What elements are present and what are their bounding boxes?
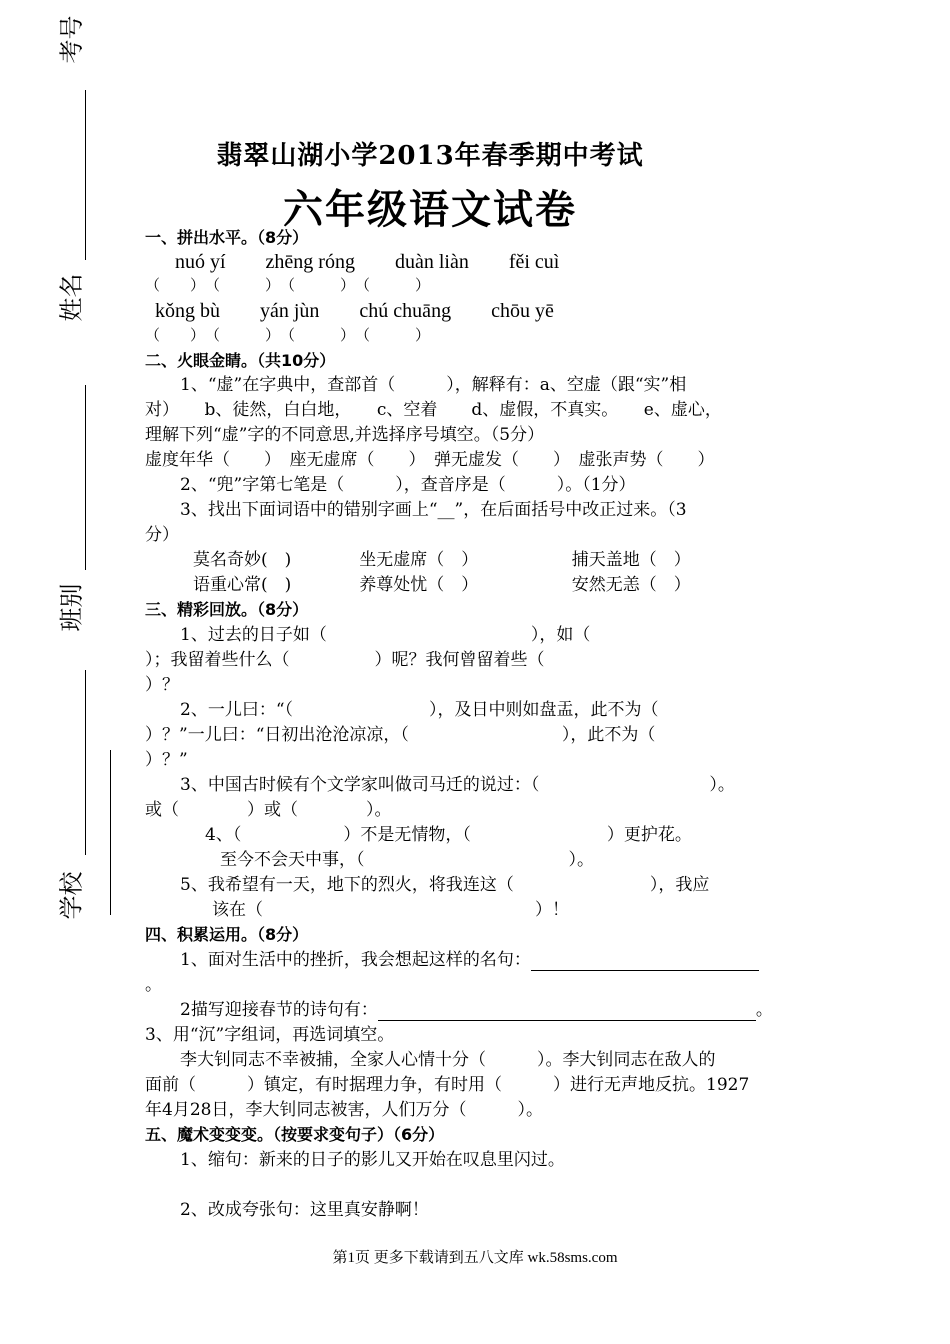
answer-row-2[interactable]: （ ） （ ） （ ） （ ） bbox=[145, 326, 431, 344]
exam-number-label: 考号 bbox=[57, 15, 86, 64]
s4-q3: 3、用“沉”字组词，再选词填空。 bbox=[145, 1025, 395, 1045]
s4-q2-blank[interactable] bbox=[378, 1002, 756, 1021]
s2-q1-line2: 对） b、徒然，白白地， c、空着 d、虚假，不真实。 e、虚心， bbox=[145, 400, 722, 420]
s4-q2-text: 2描写迎接春节的诗句有： bbox=[180, 1000, 378, 1020]
s2-q2[interactable]: 2、“兜”字第七笔是（ ），查音序是（ ）。（1分） bbox=[180, 475, 636, 495]
s5-q1: 1、缩句：新来的日子的影儿又开始在叹息里闪过。 bbox=[180, 1150, 565, 1170]
section3-heading: 三、精彩回放。（8分） bbox=[145, 600, 309, 619]
section5-heading: 五、魔术变变变。（按要求变句子）（6分） bbox=[145, 1125, 445, 1144]
s4-q1[interactable] bbox=[180, 949, 759, 971]
exam-subtitle: 六年级语文试卷 bbox=[283, 186, 577, 233]
s4-q3-line1[interactable]: 李大钊同志不幸被捕，全家人心情十分（ ）。李大钊同志在敌人的 bbox=[180, 1050, 716, 1070]
section1-heading: 一、拼出水平。（8分） bbox=[145, 228, 309, 247]
s3-q2-line2[interactable]: ）？”一儿曰：“日初出沧沧凉凉，（ ），此不为（ bbox=[145, 725, 656, 745]
s3-q2-line1[interactable]: 2、一儿曰：“（ ），及日中则如盘盂，此不为（ bbox=[180, 700, 659, 720]
s5-q2: 2、改成夸张句：这里真安静啊！ bbox=[180, 1200, 429, 1220]
s2-q3-line2: 分） bbox=[145, 525, 179, 545]
s4-q2-end: 。 bbox=[755, 1000, 773, 1020]
school-label: 学校 bbox=[57, 871, 86, 920]
s3-q1-line1[interactable]: 1、过去的日子如（ ），如（ bbox=[180, 625, 591, 645]
class-label: 班别 bbox=[57, 583, 86, 632]
s4-q2[interactable] bbox=[180, 999, 773, 1021]
answer-row-1[interactable]: （ ） （ ） （ ） （ ） bbox=[145, 276, 431, 294]
s2-q1-line3: 理解下列“虚”字的不同意思,并选择序号填空。（5分） bbox=[145, 425, 545, 445]
s4-q1-text: 1、面对生活中的挫折，我会想起这样的名句： bbox=[180, 950, 531, 970]
section2-heading: 二、火眼金睛。（共10分） bbox=[145, 351, 336, 370]
s3-q3-line1[interactable]: 3、中国古时候有个文学家叫做司马迁的说过：（ ）。 bbox=[180, 775, 735, 795]
s4-q3-line3[interactable]: 年4月28日，李大钊同志被害，人们万分（ ）。 bbox=[145, 1100, 543, 1120]
s3-q2-line3: ）？” bbox=[145, 750, 188, 770]
exam-title: 翡翠山湖小学2013年春季期中考试 bbox=[216, 141, 644, 171]
school-bracket-line bbox=[110, 750, 111, 915]
s2-q3-words-2[interactable]: 语重心常( ) 养尊处忧（ ） 安然无恙（ ） bbox=[193, 575, 691, 595]
s3-q1-line3: ）？ bbox=[145, 675, 179, 695]
s4-q1-end: 。 bbox=[145, 975, 162, 995]
class-line[interactable] bbox=[85, 670, 86, 855]
pinyin-row-2: kǒng bù yán jùn chú chuāng chōu yē bbox=[155, 300, 554, 322]
name-line[interactable] bbox=[85, 385, 86, 570]
s4-q1-blank[interactable] bbox=[531, 952, 759, 971]
s3-q1-line2[interactable]: ）；我留着些什么（ ）呢？我何曾留着些（ bbox=[145, 650, 545, 670]
name-label: 姓名 bbox=[57, 273, 86, 322]
section4-heading: 四、积累运用。（8分） bbox=[145, 925, 309, 944]
s2-q3-line1: 3、找出下面词语中的错别字画上“__”，在后面括号中改正过来。（3 bbox=[180, 500, 687, 520]
pinyin-row-1: nuó yí zhēng róng duàn liàn fěi cuì bbox=[175, 251, 560, 273]
s2-q1-line4[interactable]: 虚度年华（ ） 座无虚席（ ） 弹无虚发（ ） 虚张声势（ ） bbox=[145, 450, 715, 470]
s3-q4-line1[interactable]: 4、（ ）不是无情物，（ ）更护花。 bbox=[205, 825, 692, 845]
s2-q1-line1: 1、“虚”在字典中，查部首（ ），解释有：a、空虚（跟“实”相 bbox=[180, 375, 687, 395]
s3-q4-line2[interactable]: 至今不会天中事，（ ）。 bbox=[220, 850, 594, 870]
s2-q3-words-1[interactable]: 莫名奇妙( ) 坐无虚席（ ） 捕天盖地（ ） bbox=[193, 550, 691, 570]
s3-q5-line2[interactable]: 该在（ ）！ bbox=[212, 900, 569, 920]
s3-q3-line2[interactable]: 或（ ）或（ ）。 bbox=[145, 800, 392, 820]
page-footer: 第1页 更多下载请到五八文库 wk.58sms.com bbox=[332, 1250, 618, 1266]
s4-q3-line2[interactable]: 面前（ ）镇定，有时据理力争，有时用（ ）进行无声地反抗。1927 bbox=[145, 1075, 750, 1095]
s3-q5-line1[interactable]: 5、我希望有一天，地下的烈火，将我连这（ ），我应 bbox=[180, 875, 710, 895]
